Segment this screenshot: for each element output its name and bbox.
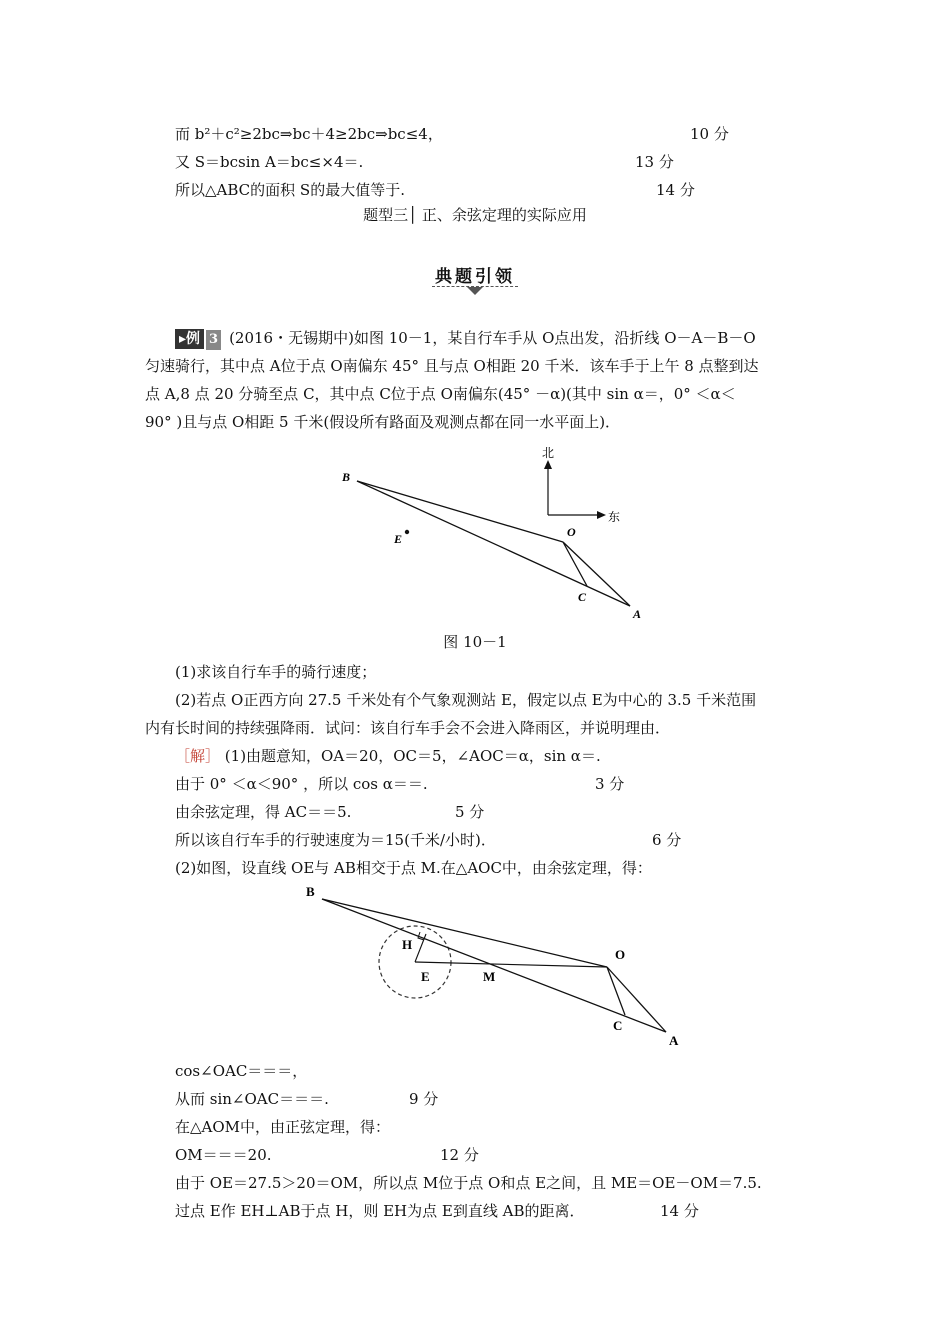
section-title: 题型三│ 正、余弦定理的实际应用 [363, 206, 587, 224]
example-line: 点 A,8 点 20 分骑至点 C，其中点 C位于点 O南偏东(45° －α)(其中 sin α＝，0° ＜α＜ [145, 385, 736, 403]
right-angle-mark [418, 932, 424, 940]
solution-line: (2)如图，设直线 OE与 AB相交于点 M.在△AOC中，由余弦定理，得： [175, 859, 652, 877]
north-arrowhead [544, 460, 552, 469]
solution-line: 由余弦定理，得 AC＝＝5. [175, 803, 352, 821]
label-B: B [306, 884, 315, 899]
label-C: C [578, 590, 587, 604]
solution-line: 过点 E作 EH⊥AB于点 H，则 EH为点 E到直线 AB的距离． [175, 1202, 585, 1220]
solution-text: (1)由题意知，OA＝20，OC＝5，∠AOC＝α，sin α＝. [224, 747, 601, 765]
label-A: A [633, 607, 642, 621]
example-line [175, 328, 756, 350]
score-mark: 13 分 [635, 153, 674, 171]
label-E: E [421, 969, 430, 984]
score-mark: 3 分 [595, 775, 625, 793]
score-mark: 12 分 [440, 1146, 479, 1164]
label-O: O [615, 947, 626, 962]
label-B: B [342, 470, 351, 484]
text-line: 又 S＝bcsin A＝bc≤×4＝. [175, 153, 364, 171]
score-mark: 6 分 [652, 831, 682, 849]
example-tag: ▸例 [175, 329, 204, 349]
segment-E-O [415, 962, 607, 967]
figure-caption: 图 10－1 [443, 633, 507, 651]
solution-line [175, 746, 601, 766]
banner-arrow-icon [467, 287, 483, 295]
label-E: E [394, 532, 403, 546]
label-H: H [402, 937, 413, 952]
segment-E-H [415, 934, 426, 962]
score-mark: 14 分 [660, 1202, 699, 1220]
solution-line: 由于 0° ＜α＜90° ，所以 cos α＝＝. [175, 775, 428, 793]
text-line: 所以△ABC的面积 S的最大值等于. [175, 181, 405, 199]
score-mark: 9 分 [409, 1090, 439, 1108]
label-east: 东 [608, 510, 621, 524]
segment-O-C [607, 967, 625, 1015]
score-mark: 10 分 [690, 125, 729, 143]
example-line: 匀速骑行，其中点 A位于点 O南偏东 45° 且与点 O相距 20 千米．该车手于上午 8 点整到达 [145, 357, 759, 375]
question-line: 内有长时间的持续强降雨．试问：该自行车手会不会进入降雨区，并说明理由． [145, 719, 671, 737]
score-mark: 14 分 [656, 181, 695, 199]
label-north: 北 [542, 446, 555, 460]
segment-O-C [563, 542, 587, 586]
solution-line: cos∠OAC＝＝＝， [175, 1062, 308, 1080]
solution-line: 从而 sin∠OAC＝＝＝. [175, 1090, 329, 1108]
question-line: (2)若点 O正西方向 27.5 千米处有个气象观测站 E，假定以点 E为中心的 3.5 千米范围 [175, 691, 757, 709]
segment-B-O [322, 899, 607, 967]
banner-heading: 典题引领 [435, 267, 515, 287]
figure-10-1 [330, 440, 650, 625]
label-O: O [567, 525, 576, 539]
text-line: 而 b²＋c²≥2bc⇒bc＋4≥2bc⇒bc≤4， [175, 125, 443, 143]
example-text: (2016・无锡期中)如图 10－1，某自行车手从 O点出发，沿折线 O－A－B－O [229, 329, 756, 347]
question-line: (1)求该自行车手的骑行速度； [175, 663, 377, 681]
label-C: C [613, 1018, 623, 1033]
example-number: 3 [206, 330, 221, 350]
label-A: A [669, 1033, 679, 1048]
solution-line: OM＝＝＝20. [175, 1146, 272, 1164]
segment-B-A [322, 899, 666, 1032]
score-mark: 5 分 [455, 803, 485, 821]
solution-line: 在△AOM中，由正弦定理，得： [175, 1118, 391, 1136]
segment-O-A [563, 542, 630, 606]
example-line: 90° )且与点 O相距 5 千米(假设所有路面及观测点都在同一水平面上)． [145, 413, 621, 431]
solution-line: 所以该自行车手的行驶速度为＝15(千米/小时)． [175, 831, 496, 849]
point-E [405, 530, 409, 534]
east-arrowhead [597, 511, 606, 519]
segment-B-O [357, 481, 563, 542]
figure-solution [295, 880, 695, 1050]
solution-line: 由于 OE＝27.5＞20＝OM，所以点 M位于点 O和点 E之间，且 ME＝OE－OM＝7.5. [175, 1174, 762, 1192]
label-M: M [483, 969, 496, 984]
solution-label: ［解］ [175, 747, 221, 765]
